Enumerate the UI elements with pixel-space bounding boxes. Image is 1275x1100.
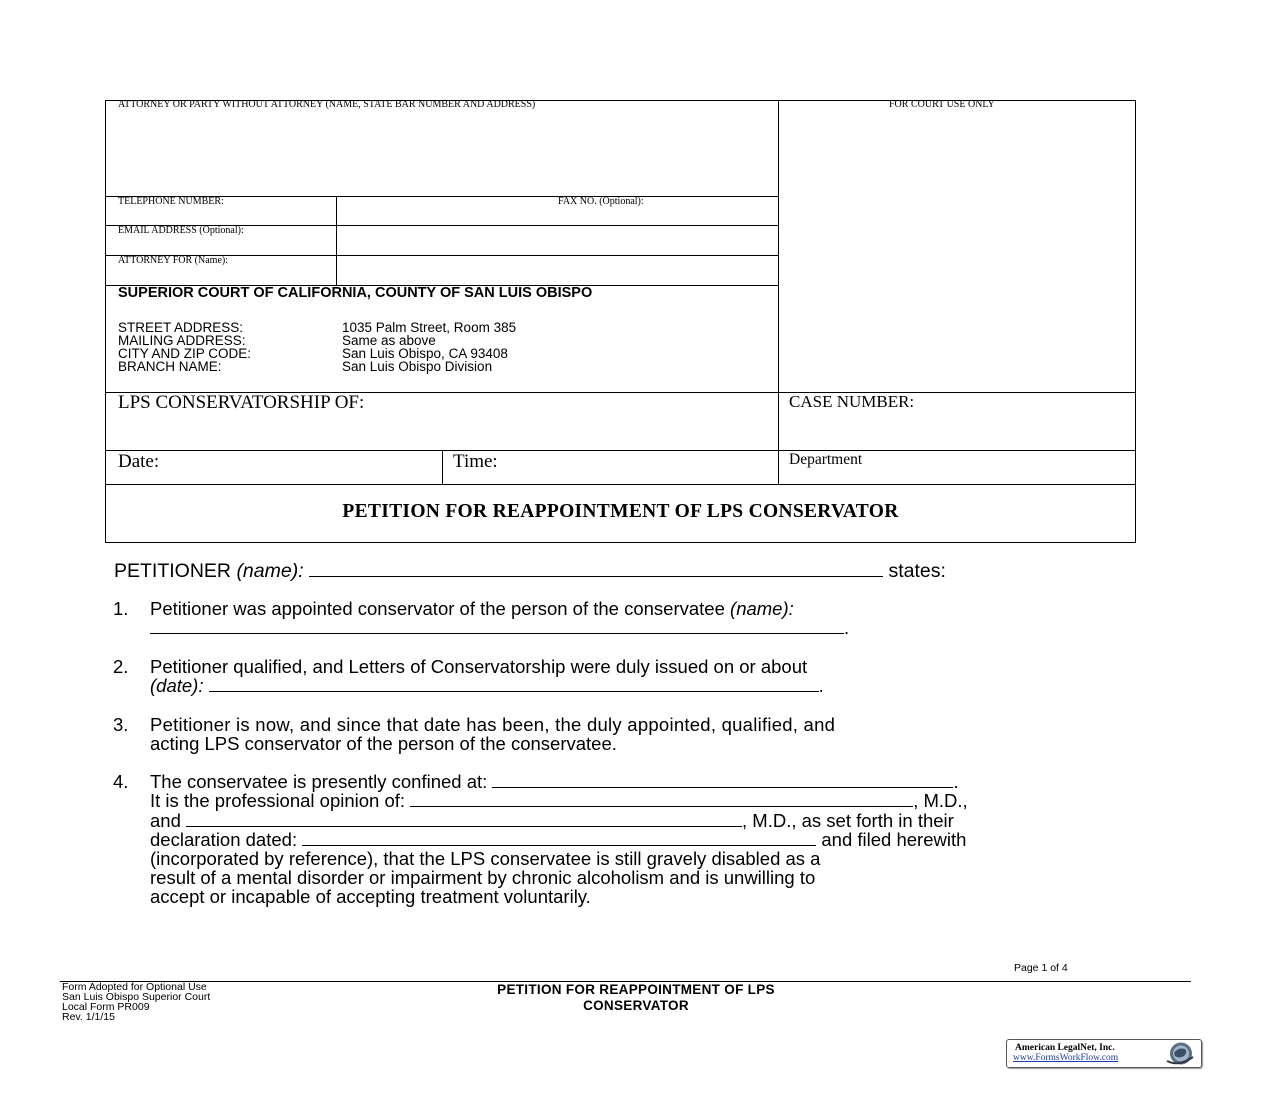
physician-1-blank[interactable] <box>410 791 913 807</box>
item-4-line5: (incorporated by reference), that the LPS conservatee is still gravely disabled as a <box>150 848 821 869</box>
publisher-logo[interactable] <box>1006 1039 1202 1068</box>
item-3-line1: Petitioner is now, and since that date has been, the duly appointed, qualified, and <box>150 714 836 735</box>
footer-line-4: Rev. 1/1/15 <box>62 1011 115 1023</box>
case-number-label: CASE NUMBER: <box>789 392 915 411</box>
branch-value: San Luis Obispo Division <box>342 359 493 374</box>
petitioner-line <box>114 561 946 581</box>
telephone-label: TELEPHONE NUMBER: <box>118 196 224 207</box>
item-4-line3 <box>150 811 954 830</box>
item-4-line7: accept or incapable of accepting treatment voluntarily. <box>150 886 591 907</box>
item-4-number: 4. <box>113 771 129 792</box>
md-suffix-2: , M.D., as set forth in their <box>742 810 954 831</box>
item-2-number: 2. <box>113 656 129 677</box>
form-title: PETITION FOR REAPPOINTMENT OF LPS CONSERVATOR <box>342 501 899 522</box>
item-4-line1: The conservatee is presently confined at: . <box>150 771 959 792</box>
fax-label: FAX NO. (Optional): <box>558 196 644 207</box>
item-2-text: Petitioner qualified, and Letters of Conservatorship were duly issued on or about <box>150 656 808 677</box>
conservatorship-label: LPS CONSERVATORSHIP OF: <box>118 392 365 413</box>
city-label: CITY AND ZIP CODE: <box>118 346 252 361</box>
attorney-field[interactable] <box>110 114 772 192</box>
footer-line-2: San Luis Obispo Superior Court <box>62 991 211 1003</box>
city-value: San Luis Obispo, CA 93408 <box>342 346 508 361</box>
item-2-hint: (date): <box>150 675 204 696</box>
footer-line-1: Form Adopted for Optional Use <box>62 981 207 993</box>
logo-company: American LegalNet, Inc. <box>1015 1043 1115 1053</box>
logo-url[interactable]: www.FormsWorkFlow.com <box>1013 1053 1119 1063</box>
item-4-and: and <box>150 810 181 831</box>
item-1-line1 <box>150 599 794 618</box>
item-4-opinion-text: It is the professional opinion of: <box>150 790 406 811</box>
item-4-filed-text: and filed herewith <box>821 829 967 850</box>
item-3-number: 3. <box>113 714 129 735</box>
email-label: EMAIL ADDRESS (Optional): <box>118 225 244 236</box>
footer-title <box>400 982 872 1014</box>
confinement-place-blank[interactable] <box>492 772 953 788</box>
declaration-date-blank[interactable] <box>302 830 816 846</box>
footer-title-line-1: PETITION FOR REAPPOINTMENT OF LPS <box>497 982 775 997</box>
petitioner-prefix: PETITIONER <box>114 560 232 582</box>
item-4-line2 <box>150 791 968 810</box>
attorney-label: ATTORNEY OR PARTY WITHOUT ATTORNEY (NAME, STATE BAR NUMBER AND ADDRESS) <box>118 99 536 110</box>
street-value: 1035 Palm Street, Room 385 <box>342 320 517 335</box>
department-label: Department <box>789 451 863 468</box>
street-label: STREET ADDRESS: <box>118 320 244 335</box>
item-3-line2: acting LPS conservator of the person of the conservatee. <box>150 733 617 754</box>
globe-icon <box>1163 1041 1197 1066</box>
item-4-line6: result of a mental disorder or impairment by chronic alcoholism and is unwilling to <box>150 867 816 888</box>
md-suffix-1: , M.D., <box>913 790 968 811</box>
item-4-line4 <box>150 830 966 849</box>
attorney-for-label: ATTORNEY FOR (Name): <box>118 255 228 266</box>
letters-date-blank[interactable] <box>209 676 819 692</box>
item-2-line2: (date): . <box>150 675 824 696</box>
mailing-label: MAILING ADDRESS: <box>118 333 246 348</box>
physician-2-blank[interactable] <box>186 811 742 827</box>
item-4-confined-text: The conservatee is presently confined at: <box>150 771 488 792</box>
mailing-value: Same as above <box>342 333 436 348</box>
item-1-hint: (name): <box>730 598 794 619</box>
date-label: Date: <box>118 451 160 472</box>
court-use-label: FOR COURT USE ONLY <box>889 99 995 110</box>
branch-label: BRANCH NAME: <box>118 359 222 374</box>
item-1-line2: . <box>150 618 849 637</box>
time-label: Time: <box>453 451 498 472</box>
item-4-declaration-text: declaration dated: <box>150 829 298 850</box>
petitioner-suffix: states: <box>888 560 946 582</box>
conservatee-name-blank[interactable] <box>150 618 844 634</box>
court-name: SUPERIOR COURT OF CALIFORNIA, COUNTY OF SAN LUIS OBISPO <box>118 285 593 301</box>
page-number: Page 1 of 4 <box>1014 962 1068 974</box>
footer-line-3: Local Form PR009 <box>62 1001 150 1013</box>
item-1-number: 1. <box>113 598 129 619</box>
petitioner-name-hint: (name): <box>236 560 304 582</box>
item-1-text: Petitioner was appointed conservator of the person of the conservatee <box>150 598 725 619</box>
footer-title-line-2: CONSERVATOR <box>583 998 689 1013</box>
petitioner-name-blank[interactable] <box>309 561 883 577</box>
